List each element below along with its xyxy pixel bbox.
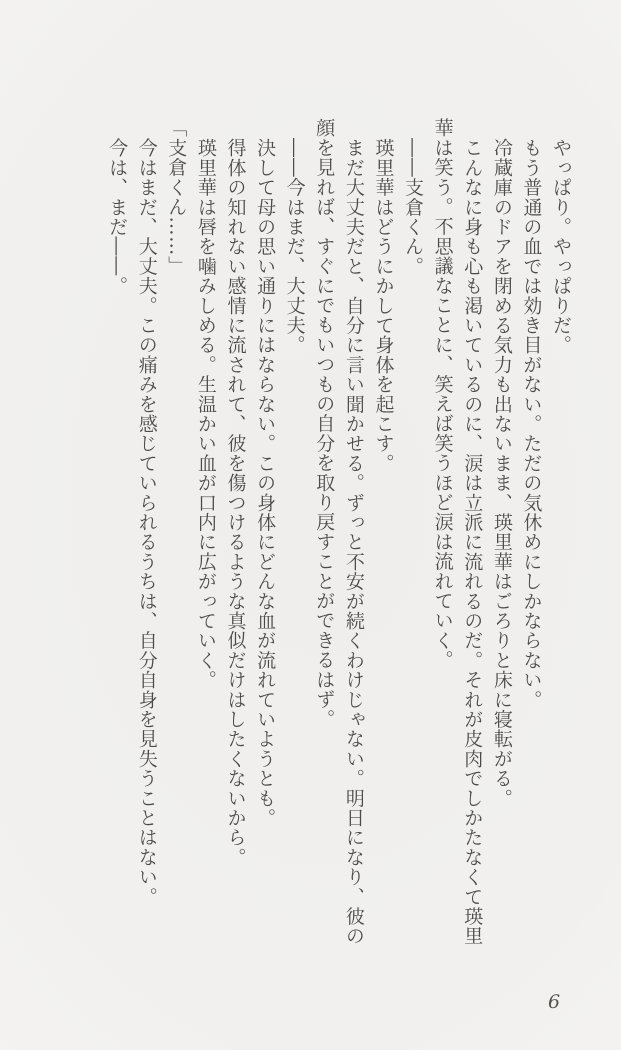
paragraph: 冷蔵庫のドアを閉める気力も出ないまま、瑛里華はごろりと床に寝転がる。 [490,137,513,808]
paragraph: ――支倉くん。 [402,137,425,276]
paragraph: ――今はまだ、大丈夫。 [283,137,306,355]
page-text [102,118,576,946]
paragraph: 瑛里華は唇を噛みしめる。生温かい血が口内に広がっていく。 [194,137,217,690]
paragraph: 今は、まだ――。 [106,137,129,296]
paragraph: 決して母の思い通りにはならない。この身体にどんな血が流れていようとも。 [254,137,277,828]
page-number: 6 [548,991,561,1013]
paragraph: もう普通の血では効き目がない。ただの気休めにしかならない。 [520,137,543,709]
paragraph: やっぱり。やっぱりだ。 [550,137,572,355]
paragraph: まだ大丈夫だと、自分に言い聞かせる。ずっと不安が続くわけじゃない。明日になり、彼の顔を見れば、すぐにでもいつもの自分を取り戻すことができるはず。 [313,118,365,946]
paragraph: 今はまだ、大丈夫。この痛みを感じていられるうちは、自分自身を見失うことはない。 [135,137,158,906]
paragraph: 「支倉くん……」 [165,118,188,276]
paragraph: 得体の知れない感情に流されて、彼を傷つけるような真似だけはしたくないから。 [224,137,247,867]
paragraph: 瑛里華はどうにかして身体を起こす。 [372,137,395,473]
paragraph: こんなに身も心も渇いているのに、涙は立派に流れるのだ。それが皮肉でしかたなくて瑛里華は笑う。不思議なことに、笑えば笑うほど涙は流れていく。 [431,118,484,946]
